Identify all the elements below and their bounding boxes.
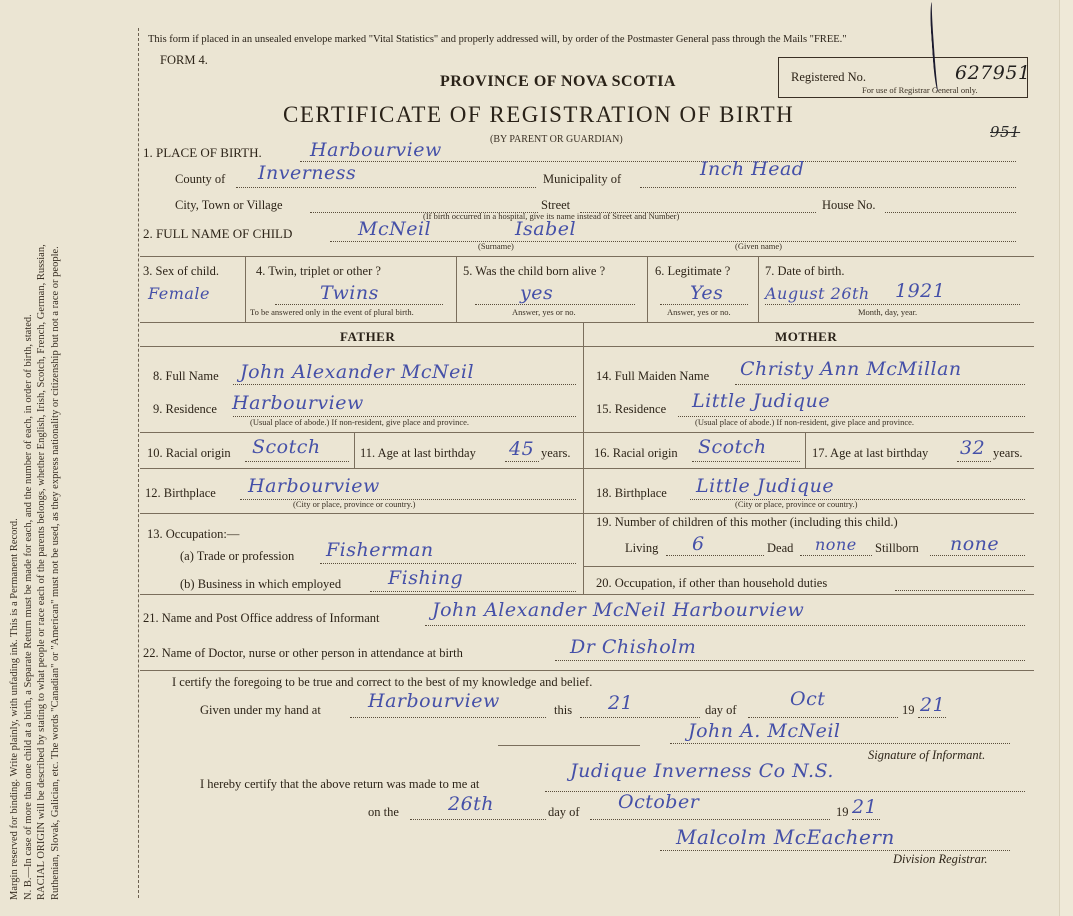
registrar-day-value: 26th	[448, 793, 495, 815]
hospital-note: (If birth occurred in a hospital, give its name instead of Street and Number)	[423, 211, 680, 221]
mother-birthplace-label: 18. Birthplace	[596, 486, 667, 500]
registered-number: 627951	[955, 62, 1031, 84]
mother-racial-value: Scotch	[698, 436, 767, 458]
place-of-birth-label: 1. PLACE OF BIRTH.	[143, 145, 262, 160]
mother-name-value: Christy Ann McMillan	[740, 358, 962, 380]
alive-label: 5. Was the child born alive ?	[463, 264, 606, 278]
mother-name-line	[735, 384, 1025, 385]
margin-note-1: Margin reserved for binding. Write plainly, with unfading ink. This is a Permanent Record.	[9, 518, 20, 900]
father-name-label: 8. Full Name	[153, 369, 219, 383]
registrar-place-value: Judique Inverness Co N.S.	[570, 760, 834, 782]
county-line	[236, 187, 536, 188]
given-name-note: (Given name)	[735, 241, 782, 251]
page-edge	[1059, 0, 1073, 916]
mother-residence-value: Little Judique	[692, 390, 831, 412]
signature-rule	[498, 745, 640, 746]
father-divider-3	[140, 513, 583, 514]
mother-divider-4	[583, 566, 1034, 567]
mother-racial-line	[692, 461, 800, 462]
certification-statement: I certify the foregoing to be true and correct to the best of my knowledge and belief.	[172, 675, 593, 689]
city-label: City, Town or Village	[175, 198, 283, 212]
registrar-signature-line	[660, 850, 1010, 851]
municipality-label: Municipality of	[543, 172, 622, 186]
father-divider-1	[140, 432, 583, 433]
legitimate-note: Answer, yes or no.	[667, 307, 731, 317]
mother-age-label: 17. Age at last birthday	[812, 446, 929, 460]
cert-day-line	[580, 717, 700, 718]
father-age-unit: years.	[541, 446, 571, 460]
father-business-value: Fishing	[388, 567, 464, 589]
father-birthplace-value: Harbourview	[248, 475, 380, 497]
mother-name-label: 14. Full Maiden Name	[596, 369, 710, 383]
legitimate-value: Yes	[690, 282, 724, 304]
stillborn-label: Stillborn	[875, 541, 919, 555]
certification-divider	[140, 670, 1034, 671]
birth-date-line	[765, 304, 1020, 305]
father-divider-2	[140, 468, 583, 469]
cert-year-prefix: 19	[902, 703, 915, 717]
legitimate-line	[660, 304, 748, 305]
this-label: this	[554, 703, 573, 717]
sex-label: 3. Sex of child.	[143, 264, 220, 278]
mother-birthplace-value: Little Judique	[696, 475, 835, 497]
informant-value: John Alexander McNeil Harbourview	[432, 599, 805, 621]
row-divider-top	[140, 256, 1034, 257]
twin-label: 4. Twin, triplet or other ?	[256, 264, 381, 278]
mother-heading: MOTHER	[775, 329, 838, 344]
mother-residence-label: 15. Residence	[596, 402, 667, 416]
mother-divider-2	[583, 468, 1034, 469]
stillborn-line	[930, 555, 1025, 556]
legitimate-label: 6. Legitimate ?	[655, 264, 731, 278]
given-place-line	[350, 717, 546, 718]
division-registrar-label: Division Registrar.	[893, 852, 988, 866]
registrar-statement: I hereby certify that the above return was made to me at	[200, 777, 480, 791]
child-name-label: 2. FULL NAME OF CHILD	[143, 226, 293, 241]
parents-divider-top	[140, 322, 1034, 323]
given-under-label: Given under my hand at	[200, 703, 321, 717]
birth-date-label: 7. Date of birth.	[765, 264, 845, 278]
doctor-label: 22. Name of Doctor, nurse or other person in attendance at birth	[143, 646, 463, 660]
signature-of-informant-label: Signature of Informant.	[868, 748, 986, 762]
twin-value: Twins	[320, 282, 379, 304]
form-number: FORM 4.	[160, 53, 208, 67]
place-of-birth-value: Harbourview	[310, 139, 442, 161]
father-residence-label: 9. Residence	[153, 402, 217, 416]
mother-age-divider	[805, 432, 806, 468]
mother-birthplace-note: (City or place, province or country.)	[735, 499, 858, 509]
father-business-line	[370, 591, 576, 592]
father-name-value: John Alexander McNeil	[240, 361, 475, 383]
surname-note: (Surname)	[478, 241, 514, 251]
father-residence-note: (Usual place of abode.) If non-resident, give place and province.	[250, 417, 470, 427]
doctor-line	[555, 660, 1025, 661]
dead-value: none	[815, 535, 857, 554]
registrar-day-of-label: day of	[548, 805, 580, 819]
margin-note-3: RACIAL ORIGIN will be described by stating to what people or race each of the parents belongs, whether English, Irish, Scotch, French, German, Russian,	[36, 244, 47, 900]
cert-day-value: 21	[608, 692, 634, 714]
margin-note-4: Ruthenian, Slovak, Galician, etc. The words "Canadian" or "American" must not be used, as they express nationality or citizenship but not a race or people.	[49, 246, 61, 900]
father-age-divider	[354, 432, 355, 468]
place-of-birth-line	[300, 161, 1016, 162]
father-racial-value: Scotch	[252, 436, 321, 458]
registrar-year-line	[852, 819, 880, 820]
informant-signature: John A. McNeil	[688, 720, 841, 742]
mother-age-value: 32	[960, 437, 986, 459]
father-residence-value: Harbourview	[232, 392, 364, 414]
cert-month-line	[748, 717, 898, 718]
certificate-subtitle: (BY PARENT OR GUARDIAN)	[490, 134, 623, 145]
informant-label: 21. Name and Post Office address of Informant	[143, 611, 380, 625]
child-name-line	[330, 241, 1016, 242]
given-place-value: Harbourview	[368, 690, 500, 712]
father-trade-line	[320, 563, 576, 564]
father-age-line	[505, 461, 539, 462]
col-divider-2	[456, 256, 457, 322]
father-racial-line	[245, 461, 349, 462]
mother-divider-3	[583, 513, 1034, 514]
birth-date-value: August 26th	[765, 284, 870, 303]
father-racial-label: 10. Racial origin	[147, 446, 231, 460]
living-value: 6	[692, 533, 705, 555]
dead-label: Dead	[767, 541, 794, 555]
municipality-line	[640, 187, 1016, 188]
mother-occupation-label: 20. Occupation, if other than household duties	[596, 576, 828, 590]
stillborn-value: none	[950, 533, 1000, 555]
registrar-year-prefix: 19	[836, 805, 849, 819]
registrar-signature: Malcolm McEachern	[676, 825, 895, 849]
informant-line	[425, 625, 1025, 626]
registrar-month-value: October	[618, 791, 700, 813]
binding-margin-rule	[138, 28, 139, 898]
mother-age-unit: years.	[993, 446, 1023, 460]
province-heading: PROVINCE OF NOVA SCOTIA	[440, 73, 676, 90]
registrar-month-line	[590, 819, 830, 820]
parents-heading-divider	[140, 346, 1034, 347]
father-trade-label: (a) Trade or profession	[180, 549, 295, 563]
mother-divider-1	[583, 432, 1034, 433]
col-divider-1	[245, 256, 246, 322]
parents-center-divider	[583, 322, 584, 594]
cert-day-of-label: day of	[705, 703, 737, 717]
corner-number: 951	[990, 123, 1021, 141]
father-birthplace-label: 12. Birthplace	[145, 486, 216, 500]
children-count-label: 19. Number of children of this mother (including this child.)	[596, 515, 898, 529]
dead-line	[800, 555, 872, 556]
father-occupation-label: 13. Occupation:—	[147, 527, 240, 541]
sex-value: Female	[148, 284, 210, 303]
cert-year-value: 21	[920, 694, 946, 716]
living-line	[666, 555, 764, 556]
registrar-year-value: 21	[852, 796, 878, 818]
doctor-value: Dr Chisholm	[570, 636, 697, 658]
margin-note-2: N. B.—In case of more than one child at a birth, a Separate Return must be made for each, and the number of each, in order of birth, stated.	[22, 314, 34, 900]
mail-notice: This form if placed in an unsealed envelope marked "Vital Statistics" and properly addressed will, by order of the Postmaster General pass through the Mails "FREE."	[148, 34, 847, 45]
street-label: Street	[541, 198, 571, 212]
binding-margin-notes	[8, 20, 62, 900]
mother-racial-label: 16. Racial origin	[594, 446, 678, 460]
mother-occupation-line	[895, 590, 1025, 591]
col-divider-3	[647, 256, 648, 322]
parents-divider-bottom	[140, 594, 1034, 595]
informant-signature-line	[670, 743, 1010, 744]
registered-note: For use of Registrar General only.	[862, 85, 978, 95]
county-value: Inverness	[258, 162, 357, 184]
certificate-title: CERTIFICATE OF REGISTRATION OF BIRTH	[283, 102, 795, 127]
mother-residence-note: (Usual place of abode.) If non-resident, give place and province.	[695, 417, 915, 427]
twin-line	[275, 304, 443, 305]
child-given-value: Isabel	[515, 218, 577, 240]
father-name-line	[233, 384, 576, 385]
registered-label: Registered No.	[791, 70, 866, 84]
father-trade-value: Fisherman	[326, 539, 434, 561]
father-business-label: (b) Business in which employed	[180, 577, 342, 591]
cert-month-value: Oct	[790, 688, 826, 710]
county-label: County of	[175, 172, 226, 186]
alive-note: Answer, yes or no.	[512, 307, 576, 317]
house-line	[885, 212, 1016, 213]
municipality-value: Inch Head	[700, 158, 805, 180]
birth-date-note: Month, day, year.	[858, 307, 918, 317]
registrar-day-line	[410, 819, 546, 820]
mother-age-line	[957, 461, 991, 462]
cert-year-line	[918, 717, 946, 718]
father-birthplace-note: (City or place, province or country.)	[293, 499, 416, 509]
twin-note: To be answered only in the event of plural birth.	[250, 307, 414, 317]
alive-value: yes	[520, 282, 554, 304]
child-surname-value: McNeil	[358, 218, 432, 240]
house-label: House No.	[822, 198, 876, 212]
father-age-value: 45	[509, 438, 535, 460]
birth-year-value: 1921	[895, 280, 946, 302]
father-heading: FATHER	[340, 329, 396, 344]
father-age-label: 11. Age at last birthday	[360, 446, 476, 460]
registrar-place-line	[545, 791, 1025, 792]
col-divider-4	[758, 256, 759, 322]
on-the-label: on the	[368, 805, 399, 819]
living-label: Living	[625, 541, 659, 555]
alive-line	[475, 304, 635, 305]
